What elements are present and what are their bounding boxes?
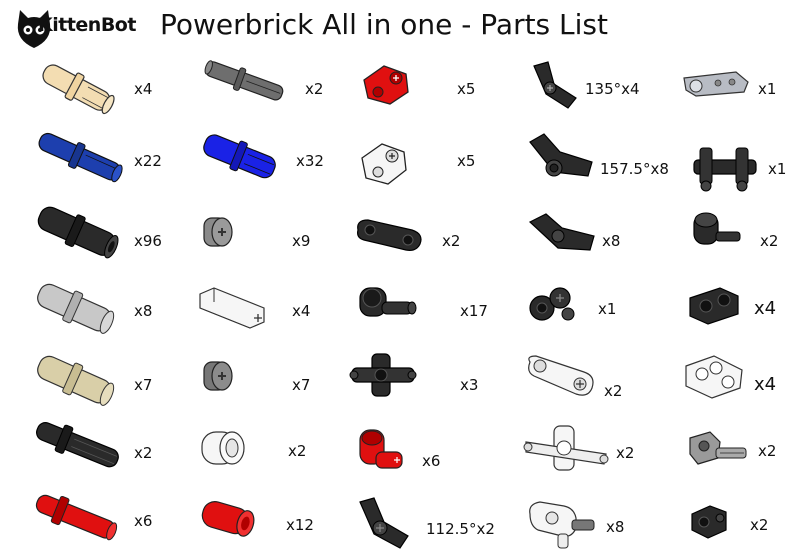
black-pin-hole-connector-icon bbox=[354, 278, 424, 328]
qty-label: x9 bbox=[292, 232, 311, 250]
white-triple-beam-icon bbox=[680, 350, 750, 402]
qty-label: x2 bbox=[442, 232, 461, 250]
white-connector-round-icon bbox=[198, 426, 250, 470]
qty-label: x4 bbox=[134, 80, 153, 98]
kittenbot-logo bbox=[14, 6, 144, 52]
qty-label: x5 bbox=[457, 152, 476, 170]
black-cross-block-2x1-icon bbox=[524, 284, 584, 330]
black-axle-hub-cross-icon bbox=[348, 350, 420, 402]
qty-label: x96 bbox=[134, 232, 162, 250]
qty-label: x2 bbox=[758, 442, 777, 460]
qty-label: x7 bbox=[134, 376, 153, 394]
angle-connector-135-icon bbox=[524, 58, 584, 113]
red-axle-pin-connector-icon bbox=[356, 58, 416, 110]
qty-label: x4 bbox=[754, 298, 777, 319]
qty-label: x22 bbox=[134, 152, 162, 170]
header bbox=[0, 0, 800, 58]
pin-light-gray-icon bbox=[30, 278, 120, 338]
black-angle-connector-icon bbox=[524, 208, 600, 258]
friction-pin-black-icon bbox=[30, 202, 126, 264]
qty-label: 112.5°x2 bbox=[426, 520, 495, 538]
qty-label: x1 bbox=[598, 300, 617, 318]
white-axle-joiner-icon bbox=[194, 282, 270, 332]
angle-connector-157-icon bbox=[524, 128, 599, 190]
qty-label: x3 bbox=[460, 376, 479, 394]
qty-label: x8 bbox=[602, 232, 621, 250]
long-pin-blue-icon bbox=[30, 128, 130, 188]
bush-gray-icon bbox=[200, 212, 240, 252]
pin-beige-icon bbox=[30, 350, 120, 410]
qty-label: x17 bbox=[460, 302, 488, 320]
qty-label: 157.5°x8 bbox=[600, 160, 669, 178]
pin-tan-icon bbox=[34, 64, 124, 114]
black-beam-2-icon bbox=[350, 216, 430, 256]
qty-label: x2 bbox=[750, 516, 769, 534]
angle-connector-112-icon bbox=[352, 494, 414, 552]
red-pin-connector-icon bbox=[354, 426, 410, 476]
bush-dark-gray-icon bbox=[200, 356, 240, 396]
qty-label: x6 bbox=[422, 452, 441, 470]
qty-label: x2 bbox=[616, 444, 635, 462]
qty-label: x1 bbox=[758, 80, 777, 98]
qty-label: x6 bbox=[134, 512, 153, 530]
qty-label: x8 bbox=[606, 518, 625, 536]
long-pin-red-icon bbox=[28, 488, 124, 548]
qty-label: x12 bbox=[286, 516, 314, 534]
long-axle-pin-black-icon bbox=[28, 416, 128, 476]
qty-label: x7 bbox=[292, 376, 311, 394]
gray-axle-pin-block-icon bbox=[684, 426, 750, 474]
qty-label: x4 bbox=[754, 374, 777, 395]
black-pin-connector-round-icon bbox=[688, 208, 748, 256]
white-axle-connector-2-icon bbox=[522, 352, 602, 404]
black-double-cross-block-icon bbox=[686, 142, 766, 194]
gray-perpendicular-connector-icon bbox=[676, 64, 756, 104]
qty-label: x2 bbox=[604, 382, 623, 400]
qty-label: x32 bbox=[296, 152, 324, 170]
white-axle-pin-connector-icon bbox=[354, 136, 414, 191]
white-pin-hole-axle-icon bbox=[524, 494, 600, 550]
black-cross-block-small-icon bbox=[686, 500, 740, 542]
qty-label: x1 bbox=[768, 160, 787, 178]
qty-label: x5 bbox=[457, 80, 476, 98]
logo-text: KittenBot bbox=[38, 14, 136, 36]
axle-pin-gray-icon bbox=[196, 60, 296, 105]
axle-pin-bright-blue-icon bbox=[196, 128, 286, 188]
qty-label: x2 bbox=[760, 232, 779, 250]
qty-label: 135°x4 bbox=[585, 80, 640, 98]
red-connector-round-icon bbox=[198, 496, 262, 542]
qty-label: x4 bbox=[292, 302, 311, 320]
white-hub-cross-icon bbox=[522, 420, 610, 476]
black-cross-block-2-icon bbox=[684, 282, 746, 328]
page-title: Powerbrick All in one - Parts List bbox=[160, 8, 608, 41]
qty-label: x8 bbox=[134, 302, 153, 320]
qty-label: x2 bbox=[134, 444, 153, 462]
qty-label: x2 bbox=[305, 80, 324, 98]
qty-label: x2 bbox=[288, 442, 307, 460]
